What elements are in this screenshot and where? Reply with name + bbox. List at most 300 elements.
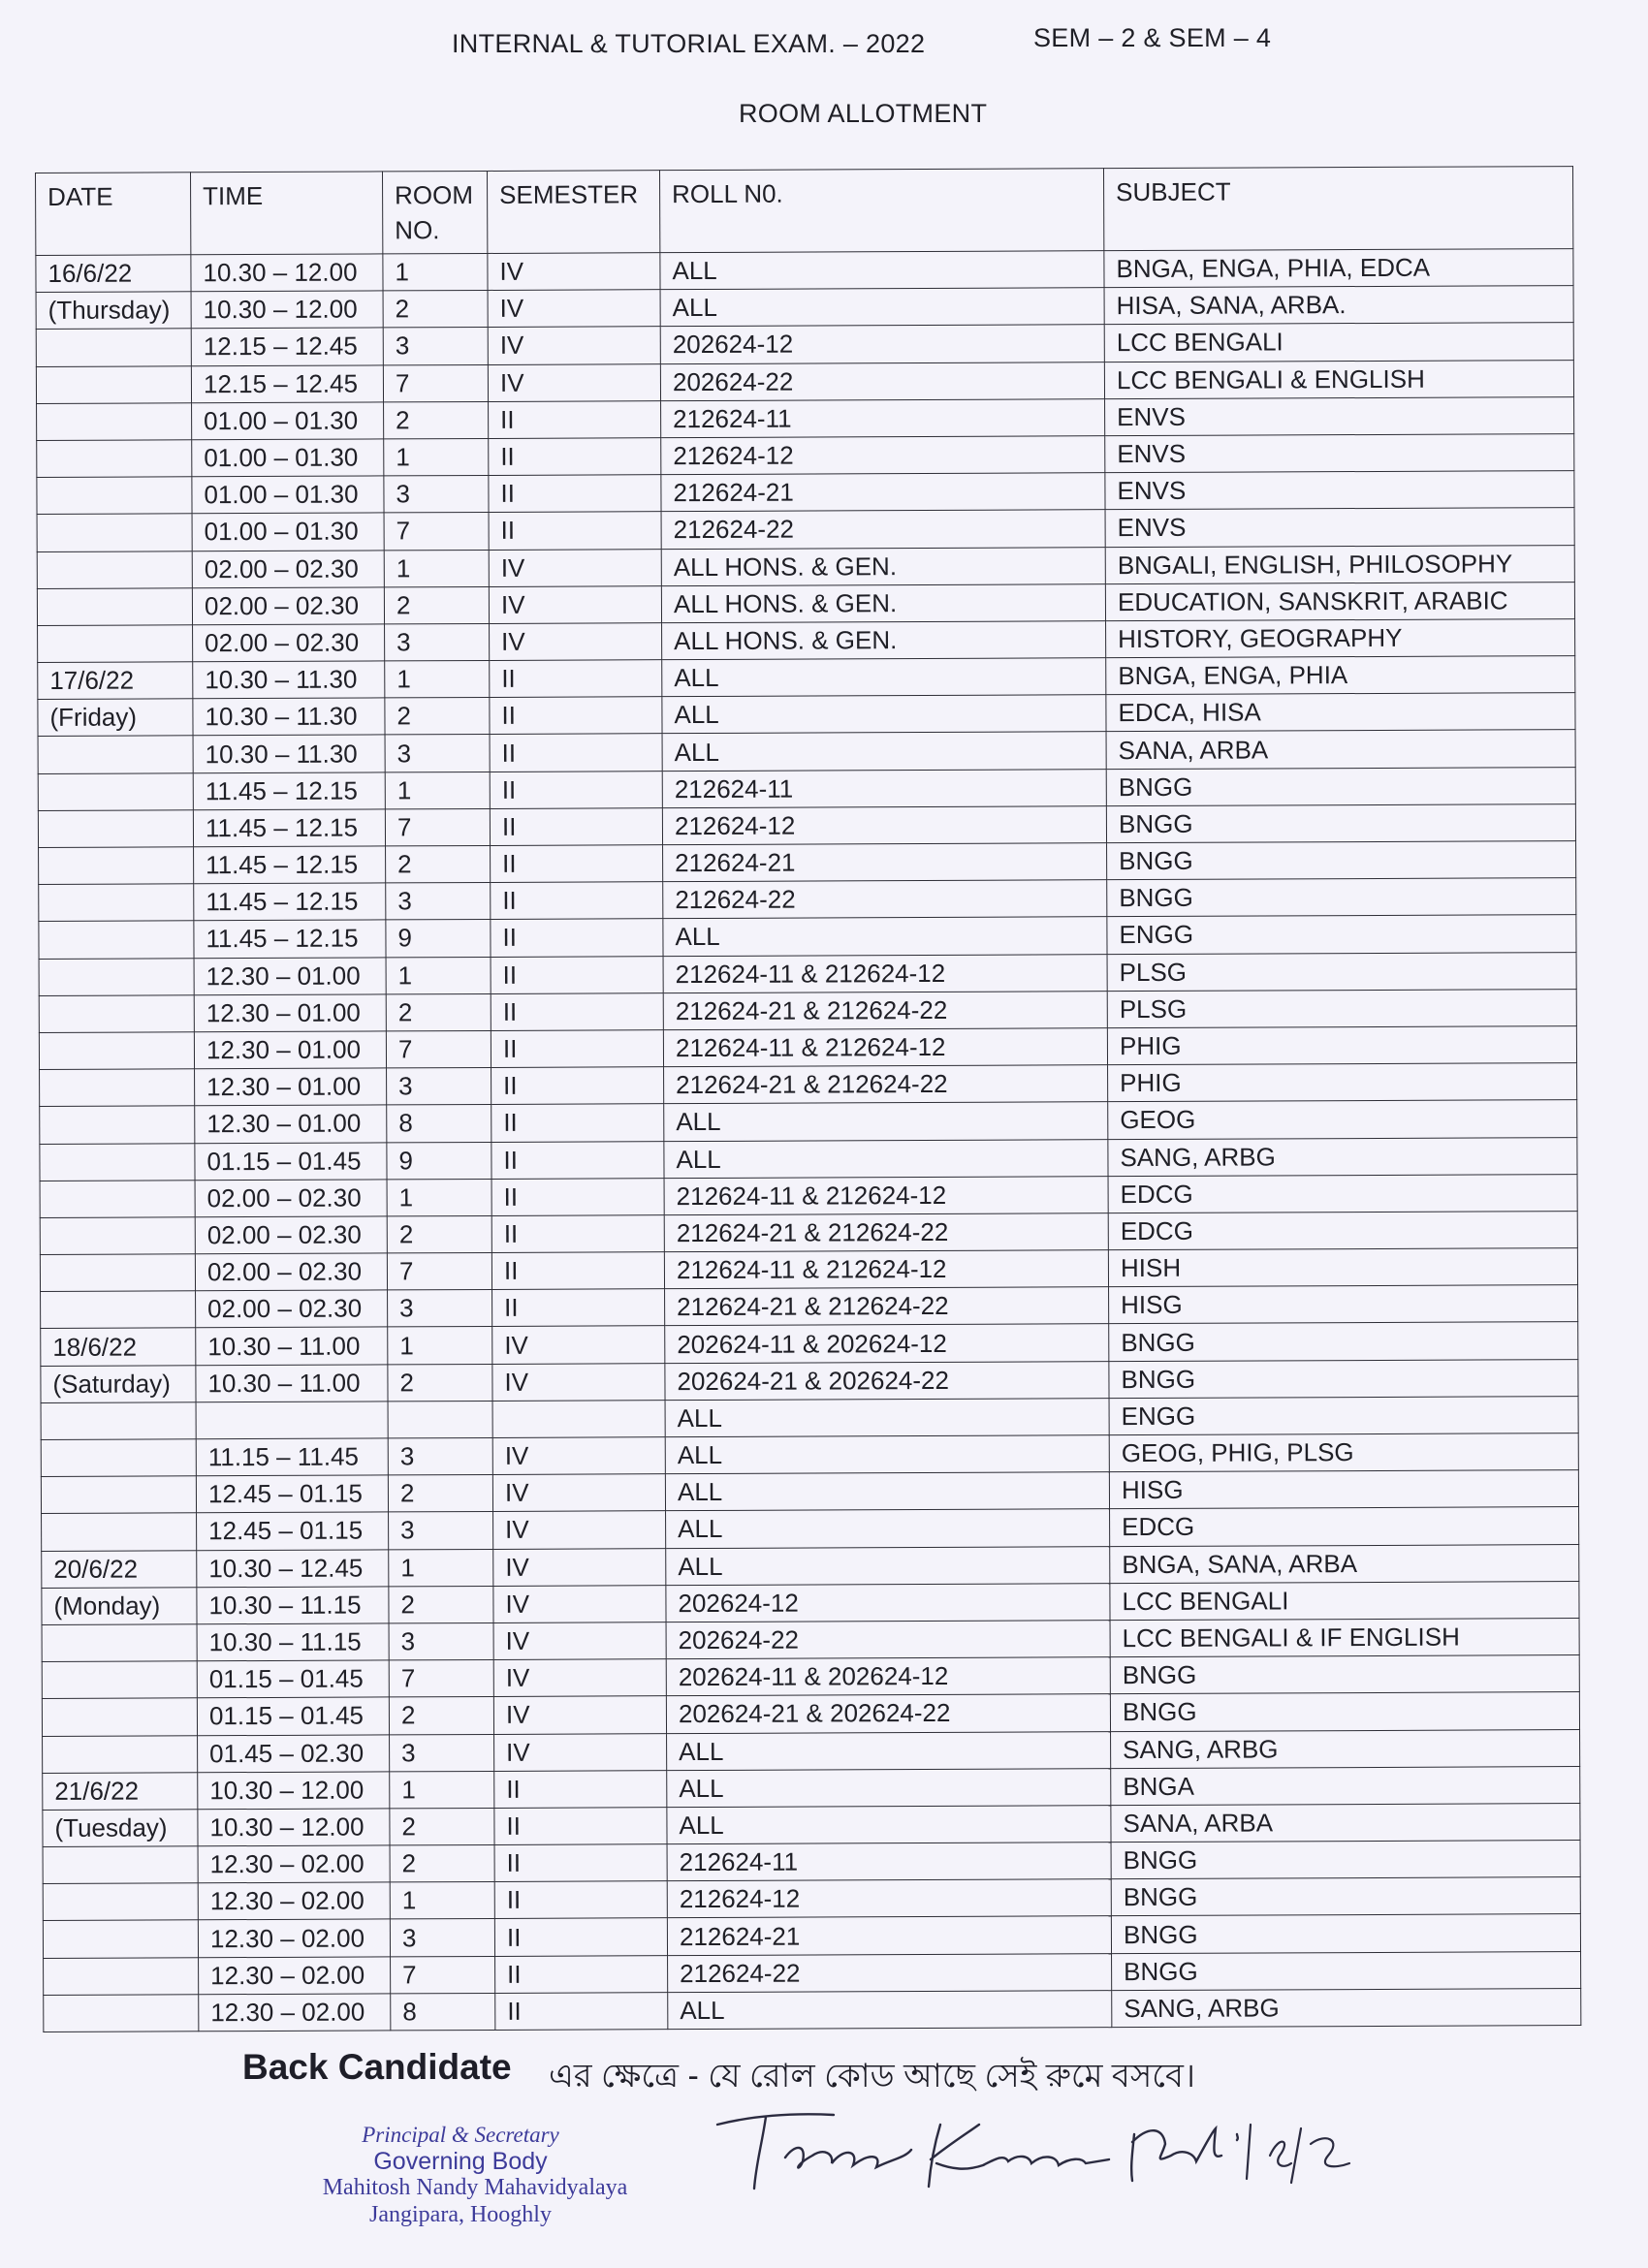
cell-time: 11.45 – 12.15 (194, 920, 386, 958)
stamp-line-3: Mahitosh Nandy Mahavidyalaya (322, 2175, 628, 2200)
cell-subject: SANG, ARBG (1112, 1988, 1581, 2027)
cell-date (44, 1957, 199, 1995)
cell-room: 7 (391, 1956, 495, 1994)
cell-time (196, 1402, 388, 1439)
cell-date (36, 329, 191, 366)
cell-roll: ALL HONS. & GEN. (662, 621, 1106, 660)
cell-subject: BNGG (1107, 841, 1576, 880)
cell-roll: ALL (665, 1398, 1109, 1436)
cell-semester: IV (493, 1659, 666, 1697)
cell-semester: II (494, 1918, 667, 1956)
cell-time: 10.30 – 11.30 (193, 698, 385, 736)
header-subject: SUBJECT (1103, 167, 1572, 251)
cell-roll: ALL HONS. & GEN. (661, 583, 1105, 622)
header-semester: SEMESTER (487, 171, 659, 254)
cell-time: 02.00 – 02.30 (196, 1290, 388, 1328)
cell-time: 02.00 – 02.30 (195, 1253, 387, 1291)
header-room-text: ROOM NO. (395, 180, 474, 245)
cell-date (40, 1143, 195, 1181)
cell-date (40, 1180, 195, 1217)
cell-date: (Saturday) (41, 1365, 196, 1402)
cell-semester: IV (493, 1585, 666, 1622)
cell-subject: BNGG (1107, 878, 1576, 917)
cell-time: 12.30 – 02.00 (198, 1919, 390, 1957)
cell-date (40, 1069, 195, 1107)
cell-semester: IV (489, 549, 661, 586)
cell-roll: ALL (666, 1546, 1110, 1585)
cell-subject: GEOG (1108, 1100, 1577, 1139)
cell-room: 3 (387, 1068, 491, 1106)
cell-date (39, 884, 194, 922)
cell-time: 10.30 – 11.30 (193, 661, 385, 699)
cell-semester: II (491, 845, 663, 883)
cell-roll: 212624-11 (667, 1843, 1111, 1881)
cell-room: 2 (385, 698, 490, 736)
table-row (44, 1988, 1581, 2032)
cell-roll: ALL (662, 732, 1106, 771)
cell-roll: 212624-22 (668, 1953, 1112, 1992)
cell-time: 02.00 – 02.30 (193, 624, 385, 662)
cell-subject: EDUCATION, SANSKRIT, ARABIC (1105, 582, 1574, 620)
cell-room: 2 (388, 1475, 492, 1513)
cell-subject: BNGA, ENGA, PHIA, EDCA (1104, 249, 1573, 288)
cell-semester: II (495, 1955, 668, 1993)
cell-room: 3 (390, 1919, 494, 1957)
cell-subject: PHIG (1107, 1026, 1576, 1065)
cell-date: 21/6/22 (43, 1772, 198, 1810)
stamp-line-4: Jangipara, Hooghly (369, 2202, 552, 2227)
cell-time: 11.45 – 12.15 (193, 772, 385, 810)
semester-label: SEM – 2 & SEM – 4 (1033, 23, 1272, 52)
cell-date (41, 1439, 196, 1477)
cell-date: 18/6/22 (41, 1328, 196, 1366)
cell-date (37, 403, 192, 441)
cell-date (39, 958, 194, 995)
cell-room: 1 (384, 438, 489, 476)
cell-time: 10.30 – 12.45 (197, 1549, 389, 1587)
cell-roll: ALL (666, 1509, 1110, 1548)
header-time: TIME (191, 172, 383, 255)
cell-room: 3 (390, 1734, 494, 1772)
cell-time: 10.30 – 11.00 (196, 1365, 388, 1402)
cell-room: 1 (388, 1327, 492, 1365)
cell-time: 12.15 – 12.45 (191, 364, 383, 402)
cell-roll: 202624-22 (666, 1621, 1110, 1659)
cell-semester: IV (488, 327, 660, 364)
cell-time: 12.30 – 01.00 (194, 994, 386, 1032)
cell-subject: LCC BENGALI & ENGLISH (1104, 360, 1573, 398)
cell-time: 10.30 – 11.00 (196, 1327, 388, 1365)
cell-subject: ENVS (1105, 396, 1574, 435)
cell-semester: II (491, 992, 663, 1030)
cell-time: 12.45 – 01.15 (196, 1475, 388, 1513)
cell-semester: II (490, 807, 662, 845)
cell-subject: HISH (1108, 1248, 1577, 1287)
cell-roll: 212624-21 (661, 473, 1105, 512)
cell-subject: BNGA, SANA, ARBA (1110, 1544, 1579, 1583)
cell-roll: ALL (664, 1139, 1108, 1178)
cell-subject: BNGA (1111, 1766, 1580, 1805)
cell-time: 12.15 – 12.45 (191, 328, 383, 365)
cell-date: (Thursday) (36, 292, 191, 330)
cell-subject: EDCG (1108, 1211, 1577, 1249)
cell-semester: IV (493, 1511, 666, 1549)
cell-subject: BNGG (1106, 767, 1575, 805)
cell-time: 10.30 – 12.00 (198, 1772, 390, 1810)
cell-time: 12.30 – 01.00 (195, 1068, 387, 1106)
cell-date (39, 847, 194, 885)
cell-semester: II (495, 1992, 668, 2030)
cell-roll: ALL (660, 251, 1104, 290)
cell-semester: II (494, 1844, 667, 1882)
cell-room: 2 (387, 1215, 491, 1253)
cell-roll: 212624-11 & 212624-12 (664, 1250, 1108, 1289)
cell-date (42, 1661, 197, 1699)
cell-time: 12.30 – 01.00 (195, 1105, 387, 1143)
stamp-line-2: Governing Body (373, 2148, 548, 2175)
cell-time: 02.00 – 02.30 (192, 550, 384, 587)
cell-room: 8 (387, 1105, 491, 1143)
cell-date (40, 1106, 195, 1144)
cell-date (43, 1920, 198, 1958)
cell-roll: 212624-11 (661, 398, 1105, 437)
cell-semester: II (494, 1881, 667, 1919)
cell-semester: II (494, 1808, 667, 1845)
cell-date (39, 1032, 194, 1070)
cell-time: 01.15 – 01.45 (197, 1660, 389, 1698)
cell-semester: IV (493, 1696, 666, 1734)
cell-roll: ALL (662, 695, 1106, 734)
cell-room: 1 (383, 253, 488, 291)
cell-room: 7 (387, 1253, 491, 1291)
cell-date (42, 1513, 197, 1551)
cell-time: 10.30 – 12.00 (198, 1809, 390, 1846)
cell-roll: ALL (668, 1990, 1112, 2029)
cell-room: 1 (390, 1771, 494, 1809)
cell-time: 12.30 – 01.00 (194, 1031, 386, 1069)
cell-subject: EDCA, HISA (1106, 693, 1575, 732)
table-body (36, 249, 1581, 2032)
cell-subject: SANA, ARBA (1111, 1803, 1580, 1842)
cell-semester: II (491, 956, 663, 993)
cell-roll: 212624-21 (663, 843, 1107, 882)
cell-time: 11.15 – 11.45 (196, 1438, 388, 1476)
cell-roll: 212624-12 (662, 805, 1106, 844)
cell-semester: IV (490, 623, 662, 661)
document-subtitle: ROOM ALLOTMENT (739, 99, 988, 128)
cell-subject: EDCG (1108, 1174, 1577, 1213)
cell-semester: II (489, 475, 661, 513)
cell-subject: EDCG (1110, 1507, 1579, 1546)
cell-time: 12.30 – 02.00 (199, 1994, 391, 2032)
cell-time: 02.00 – 02.30 (195, 1180, 387, 1217)
cell-room: 3 (386, 883, 491, 921)
cell-subject: BNGG (1110, 1692, 1579, 1731)
cell-time: 10.30 – 11.15 (197, 1587, 389, 1624)
cell-subject: BNGG (1106, 803, 1575, 842)
cell-subject: HISA, SANA, ARBA. (1104, 286, 1573, 325)
back-candidate-note-bengali: এর ক্ষেত্রে - যে রোল কোড আছে সেই রুমে বসবে। (549, 2058, 1196, 2095)
cell-roll: 212624-21 & 212624-22 (665, 1287, 1109, 1326)
cell-semester: II (489, 512, 661, 550)
cell-roll: ALL (667, 1731, 1111, 1770)
cell-time: 02.00 – 02.30 (192, 587, 384, 625)
cell-time: 12.30 – 01.00 (194, 957, 386, 994)
cell-date (40, 1217, 195, 1255)
cell-time: 01.00 – 01.30 (192, 476, 384, 514)
cell-semester: II (490, 734, 662, 772)
cell-time: 02.00 – 02.30 (195, 1216, 387, 1254)
cell-room: 2 (389, 1697, 493, 1735)
cell-roll: 212624-21 & 212624-22 (664, 1213, 1108, 1252)
cell-roll: 202624-11 & 202624-12 (665, 1324, 1109, 1363)
cell-date: (Friday) (38, 699, 193, 737)
cell-room: 1 (390, 1882, 494, 1920)
cell-roll: 202624-12 (666, 1583, 1110, 1622)
cell-time: 10.30 – 12.00 (191, 291, 383, 329)
cell-roll: 212624-21 (667, 1916, 1111, 1955)
cell-time: 12.30 – 02.00 (198, 1882, 390, 1920)
cell-roll: 212624-12 (661, 436, 1105, 475)
cell-room: 3 (385, 623, 490, 661)
cell-date (41, 1476, 196, 1514)
cell-date: 20/6/22 (42, 1550, 197, 1588)
cell-room: 2 (384, 586, 489, 624)
cell-date (38, 772, 193, 810)
cell-time: 10.30 – 12.00 (191, 254, 383, 292)
cell-semester: IV (493, 1622, 666, 1660)
cell-roll: 212624-11 & 212624-12 (663, 954, 1107, 992)
cell-time: 12.45 – 01.15 (197, 1512, 389, 1550)
cell-room: 7 (383, 364, 488, 402)
cell-roll: 212624-11 & 212624-12 (663, 1028, 1107, 1067)
cell-subject: HISG (1109, 1470, 1578, 1509)
cell-roll: 202624-21 & 202624-22 (665, 1361, 1109, 1400)
cell-roll: 212624-22 (661, 510, 1105, 549)
cell-room: 1 (389, 1549, 493, 1587)
cell-roll: 212624-11 (662, 769, 1106, 807)
cell-semester: IV (489, 585, 661, 623)
cell-roll: ALL HONS. & GEN. (661, 547, 1105, 585)
cell-semester: II (491, 1104, 664, 1142)
cell-subject: HISTORY, GEOGRAPHY (1106, 618, 1575, 657)
cell-room: 1 (385, 661, 490, 699)
cell-subject: BNGG (1109, 1322, 1578, 1361)
cell-subject: ENVS (1105, 434, 1574, 473)
cell-subject: ENVS (1105, 471, 1574, 510)
cell-subject: BNGG (1109, 1359, 1578, 1398)
cell-date (40, 1254, 195, 1292)
cell-room: 9 (386, 920, 491, 958)
cell-room: 3 (385, 735, 490, 772)
cell-semester: IV (492, 1474, 665, 1512)
cell-room: 1 (385, 772, 490, 809)
cell-semester: IV (488, 253, 660, 291)
cell-semester: II (491, 1030, 663, 1068)
cell-roll: 202624-22 (660, 362, 1104, 400)
cell-time: 10.30 – 11.15 (197, 1623, 389, 1661)
cell-subject: GEOG, PHIG, PLSG (1109, 1433, 1578, 1472)
header-room (382, 171, 487, 253)
cell-roll: ALL (660, 288, 1104, 327)
cell-room: 2 (389, 1586, 493, 1623)
cell-semester: II (494, 1770, 667, 1808)
header-roll: ROLL N0. (659, 169, 1103, 253)
cell-subject: BNGA, ENGA, PHIA (1106, 656, 1575, 695)
cell-roll: ALL (663, 917, 1107, 956)
cell-date (38, 625, 193, 663)
cell-time: 01.45 – 02.30 (198, 1734, 390, 1772)
back-candidate-note: Back Candidate (242, 2047, 512, 2087)
cell-date (37, 477, 192, 515)
cell-semester: IV (488, 363, 660, 401)
cell-room: 7 (384, 513, 489, 551)
cell-subject: LCC BENGALI (1110, 1581, 1579, 1620)
cell-time: 01.15 – 01.45 (197, 1697, 389, 1735)
cell-room: 3 (384, 476, 489, 514)
cell-date (38, 736, 193, 773)
cell-room: 8 (391, 1993, 495, 2031)
cell-roll: ALL (662, 658, 1106, 697)
cell-semester: II (491, 1178, 664, 1215)
cell-semester: II (491, 1215, 664, 1253)
cell-subject: BNGG (1111, 1877, 1580, 1916)
cell-room: 7 (389, 1660, 493, 1698)
cell-roll: ALL (667, 1806, 1111, 1844)
cell-subject: BNGG (1112, 1951, 1581, 1990)
cell-subject: SANG, ARBG (1111, 1729, 1580, 1768)
cell-roll: ALL (665, 1472, 1109, 1511)
cell-room: 2 (388, 1364, 492, 1402)
cell-semester: II (491, 1067, 664, 1105)
cell-roll: 212624-11 & 212624-12 (664, 1176, 1108, 1214)
cell-time: 11.45 – 12.15 (193, 809, 385, 847)
cell-room: 1 (386, 957, 491, 994)
cell-subject: BNGALI, ENGLISH, PHILOSOPHY (1105, 545, 1574, 583)
cell-date (44, 1995, 199, 2032)
cell-subject: ENVS (1105, 508, 1574, 547)
cell-subject: SANA, ARBA (1106, 730, 1575, 769)
cell-subject: BNGG (1110, 1655, 1579, 1694)
cell-room: 2 (383, 291, 488, 329)
cell-room: 7 (386, 1030, 491, 1068)
cell-date (37, 514, 192, 551)
cell-subject: BNGG (1111, 1914, 1580, 1953)
cell-semester: II (491, 882, 663, 920)
cell-time: 01.15 – 01.45 (195, 1142, 387, 1180)
cell-date (41, 1291, 196, 1329)
cell-subject: LCC BENGALI & IF ENGLISH (1110, 1619, 1579, 1657)
cell-semester: II (489, 400, 661, 438)
cell-semester: IV (492, 1437, 665, 1475)
cell-room: 2 (390, 1845, 494, 1883)
cell-room: 2 (384, 401, 489, 439)
signature-image (698, 2086, 1357, 2202)
cell-date (37, 440, 192, 478)
cell-room: 3 (389, 1622, 493, 1660)
cell-time: 12.30 – 02.00 (198, 1845, 390, 1883)
cell-room: 2 (386, 845, 491, 883)
cell-subject: PLSG (1107, 952, 1576, 991)
cell-semester: II (491, 919, 663, 957)
cell-semester: II (489, 438, 661, 476)
cell-subject: BNGG (1111, 1841, 1580, 1879)
cell-time: 12.30 – 02.00 (199, 1957, 391, 1995)
cell-time: 11.45 – 12.15 (194, 883, 386, 921)
cell-time: 01.00 – 01.30 (192, 402, 384, 440)
cell-semester: IV (492, 1326, 665, 1364)
cell-roll: 202624-11 & 202624-12 (666, 1657, 1110, 1696)
cell-date: 16/6/22 (36, 255, 191, 293)
cell-subject: HISG (1109, 1285, 1578, 1324)
cell-room: 3 (388, 1437, 492, 1475)
cell-subject: SANG, ARBG (1108, 1137, 1577, 1176)
cell-semester: II (491, 1141, 664, 1179)
cell-roll: ALL (667, 1768, 1111, 1807)
cell-room: 2 (390, 1808, 494, 1845)
cell-subject: ENGG (1107, 915, 1576, 954)
cell-date (43, 1846, 198, 1884)
cell-room: 3 (389, 1512, 493, 1550)
cell-time: 01.00 – 01.30 (192, 439, 384, 477)
cell-time: 11.45 – 12.15 (194, 846, 386, 884)
cell-roll: 202624-12 (660, 325, 1104, 363)
cell-date (37, 587, 192, 625)
cell-semester: II (490, 771, 662, 808)
cell-roll: 212624-22 (663, 880, 1107, 919)
cell-roll: 212624-21 & 212624-22 (664, 1065, 1108, 1104)
cell-room (388, 1401, 492, 1438)
cell-semester: II (491, 1252, 664, 1290)
stamp-line-1: Principal & Secretary (362, 2123, 559, 2147)
cell-room: 2 (386, 993, 491, 1031)
cell-semester: IV (493, 1548, 666, 1586)
cell-date (36, 365, 191, 403)
exam-title: INTERNAL & TUTORIAL EXAM. – 2022 (452, 29, 926, 58)
cell-date (43, 1735, 198, 1773)
cell-date (39, 995, 194, 1033)
cell-subject: PLSG (1107, 989, 1576, 1027)
cell-roll: 202624-21 & 202624-22 (666, 1694, 1110, 1733)
cell-time: 01.00 – 01.30 (192, 513, 384, 551)
cell-date (43, 1883, 198, 1921)
cell-roll: ALL (664, 1102, 1108, 1141)
cell-date (42, 1624, 197, 1662)
cell-roll: ALL (665, 1435, 1109, 1474)
cell-semester: II (492, 1289, 665, 1327)
cell-time: 10.30 – 11.30 (193, 735, 385, 772)
cell-date (41, 1402, 196, 1440)
cell-date (39, 921, 194, 959)
cell-date (42, 1698, 197, 1736)
cell-subject: ENGG (1109, 1396, 1578, 1434)
cell-room: 1 (384, 550, 489, 587)
cell-semester: IV (488, 290, 660, 328)
cell-date: 17/6/22 (38, 662, 193, 700)
room-allotment-table (35, 166, 1581, 2032)
cell-date (38, 810, 193, 848)
cell-semester: II (490, 697, 662, 735)
cell-semester: II (490, 660, 662, 698)
cell-room: 7 (385, 808, 490, 846)
cell-room: 1 (387, 1179, 491, 1216)
cell-roll: 212624-21 & 212624-22 (663, 991, 1107, 1029)
cell-subject: PHIG (1108, 1063, 1577, 1102)
cell-date: (Monday) (42, 1588, 197, 1625)
table-header-row (36, 167, 1573, 256)
cell-semester (492, 1400, 665, 1437)
cell-room: 9 (387, 1142, 491, 1180)
